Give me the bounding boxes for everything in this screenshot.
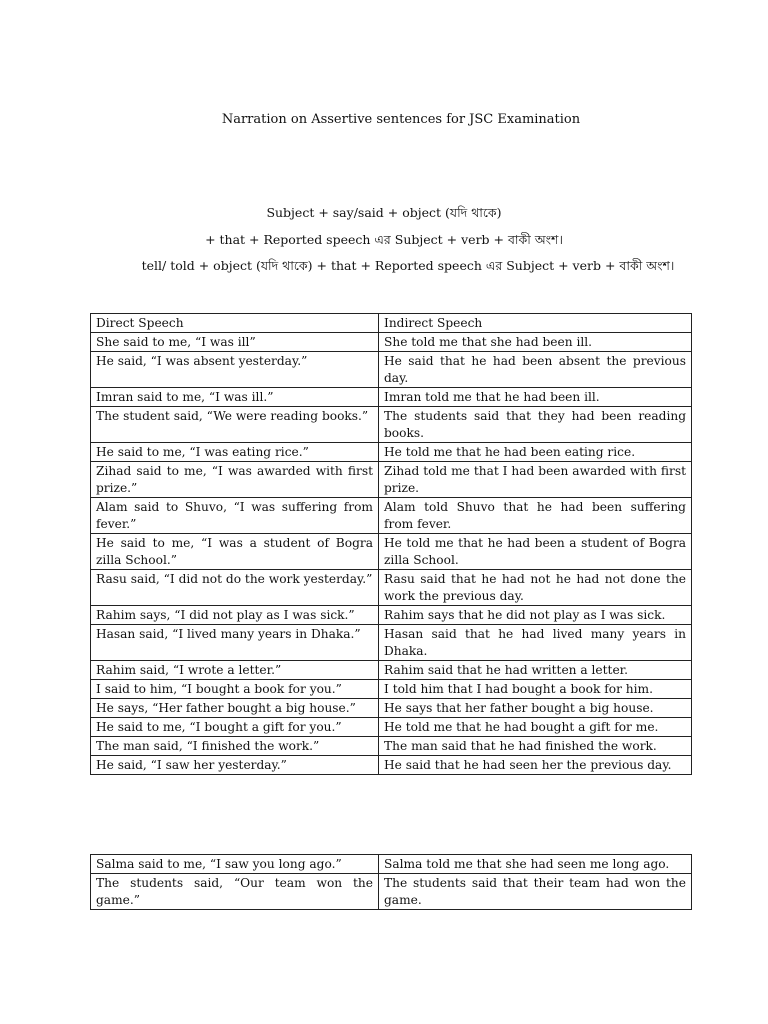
indirect-speech-cell: The students said that they had been reading books. <box>379 407 692 443</box>
header-direct-speech: Direct Speech <box>91 314 379 333</box>
indirect-speech-cell: Imran told me that he had been ill. <box>379 388 692 407</box>
direct-speech-cell: He said to me, “I was a student of Bogra zilla School.” <box>91 534 379 570</box>
table-row <box>91 388 692 407</box>
direct-speech-cell: Rahim says, “I did not play as I was sick.” <box>91 606 379 625</box>
direct-speech-cell: He says, “Her father bought a big house.” <box>91 699 379 718</box>
direct-speech-cell: Imran said to me, “I was ill.” <box>91 388 379 407</box>
table-row <box>91 661 692 680</box>
table-row <box>91 462 692 498</box>
direct-speech-cell: He said, “I was absent yesterday.” <box>91 352 379 388</box>
formula-line-1: Subject + say/said + object (যদি থাকে) <box>266 205 502 220</box>
table-row <box>91 855 692 874</box>
table-row <box>91 570 692 606</box>
table-row <box>91 699 692 718</box>
table-row <box>91 625 692 661</box>
table-row <box>91 443 692 462</box>
indirect-speech-cell: He says that her father bought a big house. <box>379 699 692 718</box>
indirect-speech-cell: Alam told Shuvo that he had been suffering from fever. <box>379 498 692 534</box>
table-row <box>91 352 692 388</box>
indirect-speech-cell: Salma told me that she had seen me long ago. <box>379 855 692 874</box>
table-header-row <box>91 314 692 333</box>
narration-table <box>90 313 692 775</box>
table-row <box>91 407 692 443</box>
direct-speech-cell: He said to me, “I bought a gift for you.” <box>91 718 379 737</box>
indirect-speech-cell: I told him that I had bought a book for him. <box>379 680 692 699</box>
direct-speech-cell: The man said, “I finished the work.” <box>91 737 379 756</box>
direct-speech-cell: Hasan said, “I lived many years in Dhaka.” <box>91 625 379 661</box>
indirect-speech-cell: Rahim said that he had written a letter. <box>379 661 692 680</box>
indirect-speech-cell: She told me that she had been ill. <box>379 333 692 352</box>
table-row <box>91 680 692 699</box>
table-row <box>91 606 692 625</box>
indirect-speech-cell: Hasan said that he had lived many years in Dhaka. <box>379 625 692 661</box>
table-row <box>91 498 692 534</box>
direct-speech-cell: The students said, “Our team won the game.” <box>91 874 379 910</box>
direct-speech-cell: Alam said to Shuvo, “I was suffering from fever.” <box>91 498 379 534</box>
indirect-speech-cell: He told me that he had been eating rice. <box>379 443 692 462</box>
table-row <box>91 534 692 570</box>
indirect-speech-cell: Rahim says that he did not play as I was sick. <box>379 606 692 625</box>
indirect-speech-cell: He told me that he had bought a gift for me. <box>379 718 692 737</box>
direct-speech-cell: I said to him, “I bought a book for you.” <box>91 680 379 699</box>
formula-line-2: + that + Reported speech এর Subject + verb + বাকী অংশ। <box>205 232 563 247</box>
page-title: Narration on Assertive sentences for JSC Examination <box>221 112 581 127</box>
formula-line-3: tell/ told + object (যদি থাকে) + that + Reported speech এর Subject + verb + বাকী অংশ। <box>141 258 675 273</box>
header-indirect-speech: Indirect Speech <box>379 314 692 333</box>
indirect-speech-cell: Zihad told me that I had been awarded with first prize. <box>379 462 692 498</box>
direct-speech-cell: Salma said to me, “I saw you long ago.” <box>91 855 379 874</box>
direct-speech-cell: The student said, “We were reading books.” <box>91 407 379 443</box>
indirect-speech-cell: He said that he had seen her the previous day. <box>379 756 692 775</box>
indirect-speech-cell: Rasu said that he had not he had not done the work the previous day. <box>379 570 692 606</box>
direct-speech-cell: Rahim said, “I wrote a letter.” <box>91 661 379 680</box>
indirect-speech-cell: The students said that their team had won the game. <box>379 874 692 910</box>
table-row <box>91 756 692 775</box>
table-row <box>91 718 692 737</box>
indirect-speech-cell: He told me that he had been a student of Bogra zilla School. <box>379 534 692 570</box>
direct-speech-cell: She said to me, “I was ill” <box>91 333 379 352</box>
direct-speech-cell: Zihad said to me, “I was awarded with first prize.” <box>91 462 379 498</box>
table-row <box>91 333 692 352</box>
table-row <box>91 874 692 910</box>
direct-speech-cell: Rasu said, “I did not do the work yesterday.” <box>91 570 379 606</box>
table-row <box>91 737 692 756</box>
direct-speech-cell: He said, “I saw her yesterday.” <box>91 756 379 775</box>
direct-speech-cell: He said to me, “I was eating rice.” <box>91 443 379 462</box>
indirect-speech-cell: He said that he had been absent the previous day. <box>379 352 692 388</box>
indirect-speech-cell: The man said that he had finished the work. <box>379 737 692 756</box>
narration-table-2 <box>90 854 692 910</box>
